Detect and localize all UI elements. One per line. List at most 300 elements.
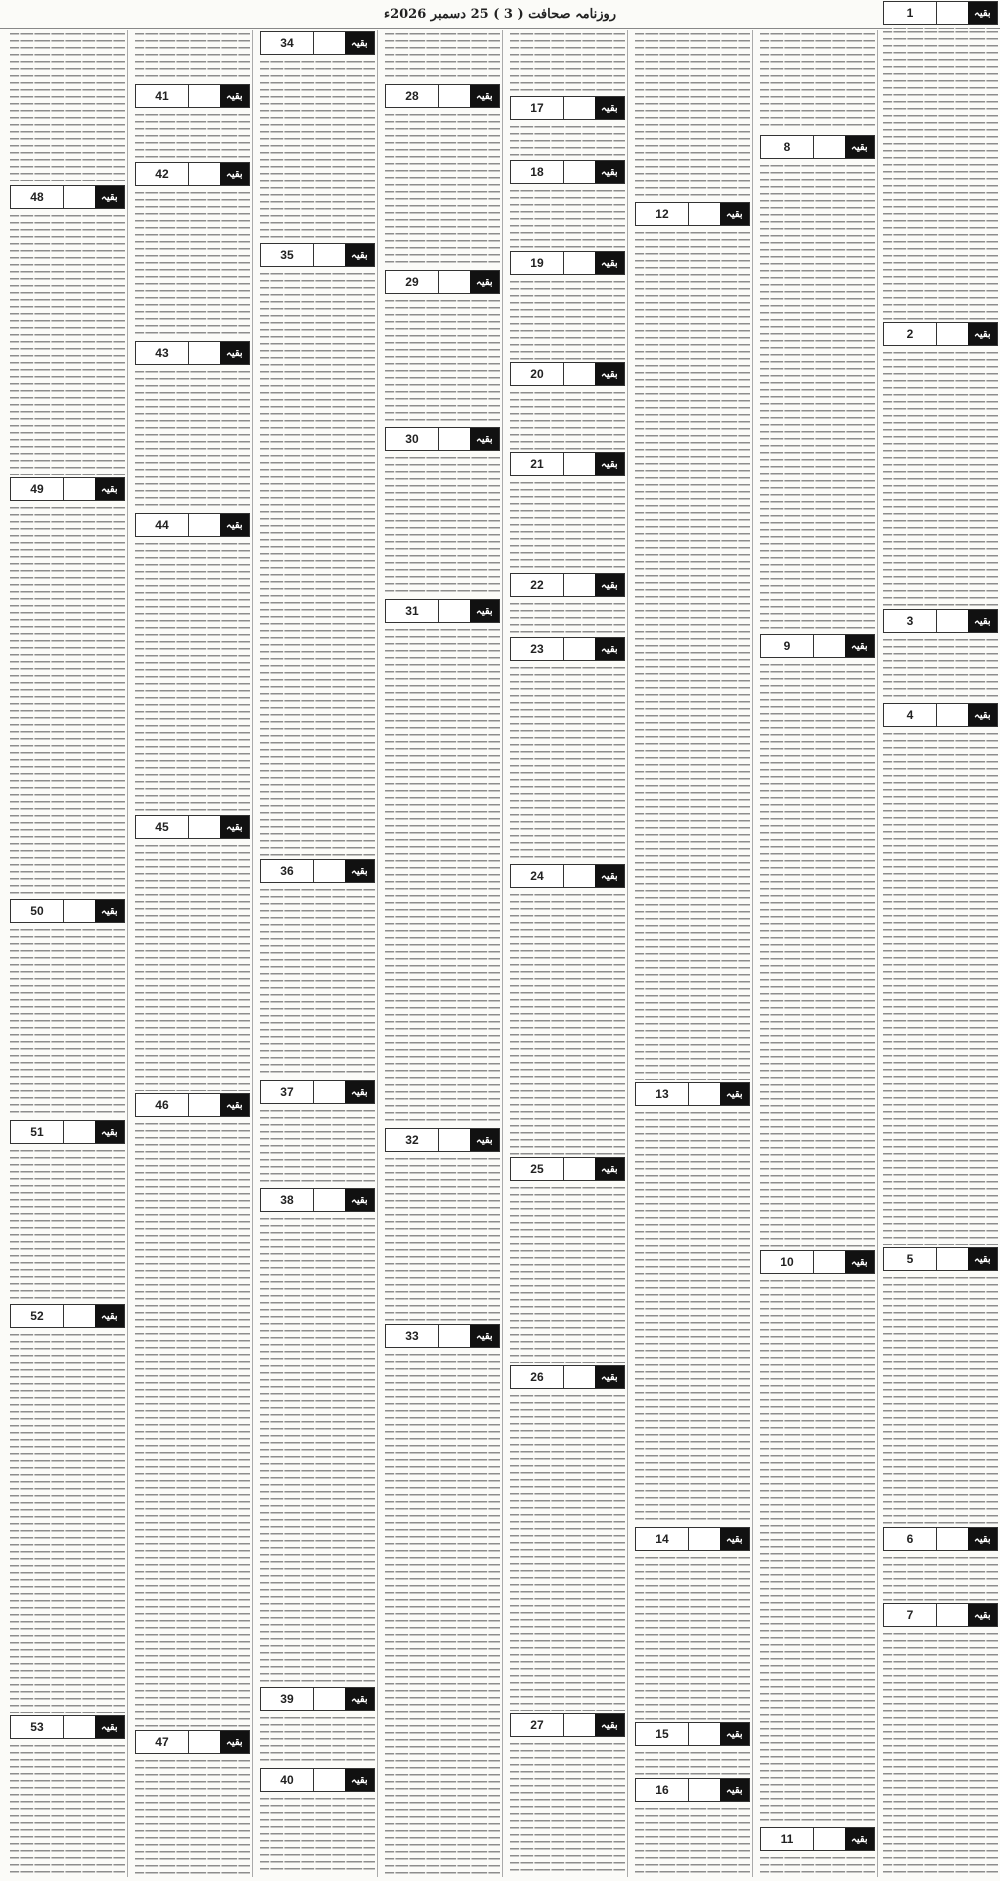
continuation-number: 2 [884, 323, 937, 345]
continuation-header [883, 1603, 998, 1627]
article-text [883, 1554, 998, 1601]
continuation-number: 37 [261, 1081, 314, 1103]
continuation-header [385, 270, 500, 294]
header-spacer [813, 136, 845, 158]
article-text [510, 1392, 625, 1711]
continuation-number: 31 [386, 600, 439, 622]
header-spacer [563, 363, 595, 385]
continuation-header [510, 573, 625, 597]
continuation-number: 1 [884, 2, 937, 24]
continuation-number: 13 [636, 1083, 689, 1105]
article-text [510, 123, 625, 158]
continuation-header [135, 341, 250, 365]
header-spacer [313, 1769, 345, 1791]
continuation-tag: بقیہ [595, 574, 624, 596]
column-3 [635, 30, 750, 1877]
continuation-tag: بقیہ [95, 478, 124, 500]
article-text [635, 1805, 750, 1875]
article-text [510, 664, 625, 862]
continuation-tag: بقیہ [220, 1094, 249, 1116]
continuation-block [10, 1715, 125, 1873]
continuation-tag: بقیہ [720, 1528, 749, 1550]
continuation-tag: بقیہ [95, 1121, 124, 1143]
continuation-number: 21 [511, 453, 564, 475]
article-text [883, 636, 998, 701]
article-text [510, 1184, 625, 1363]
continuation-number: 46 [136, 1094, 189, 1116]
continuation-header [135, 1093, 250, 1117]
continuation-header [385, 84, 500, 108]
continuation-number: 33 [386, 1325, 439, 1347]
article-text [135, 30, 250, 80]
continuation-tag: بقیہ [968, 704, 997, 726]
continuation-number: 5 [884, 1248, 937, 1270]
header-spacer [563, 97, 595, 119]
article-text [883, 349, 998, 607]
continuation-tag: بقیہ [968, 323, 997, 345]
header-spacer [313, 1189, 345, 1211]
continuation-tag: بقیہ [345, 32, 374, 54]
continuation-number: 25 [511, 1158, 564, 1180]
continuation-header [260, 1687, 375, 1711]
continuation-number: 49 [11, 478, 64, 500]
continuation-header [135, 815, 250, 839]
header-spacer [563, 1158, 595, 1180]
continuation-header [510, 1157, 625, 1181]
continuation-tag: بقیہ [595, 252, 624, 274]
continuation-tag: بقیہ [595, 1158, 624, 1180]
continuation-block [10, 1120, 125, 1300]
article-text [135, 842, 250, 1091]
article-text [510, 389, 625, 450]
continuation-tag: بقیہ [220, 163, 249, 185]
header-spacer [563, 865, 595, 887]
header-spacer [563, 252, 595, 274]
header-spacer [936, 610, 968, 632]
column-divider [127, 30, 128, 1877]
header-spacer [563, 1366, 595, 1388]
header-spacer [563, 1714, 595, 1736]
continuation-tag: بقیہ [595, 97, 624, 119]
continuation-block [135, 513, 250, 811]
continuation-block [883, 703, 998, 1243]
article-text [10, 926, 125, 1118]
continuation-number: 10 [761, 1251, 814, 1273]
header-spacer [688, 1779, 720, 1801]
continuation-tag: بقیہ [220, 514, 249, 536]
continuation-header [510, 864, 625, 888]
continuation-tag: بقیہ [595, 1366, 624, 1388]
continuation-header [883, 1247, 998, 1271]
continuation-tag: بقیہ [968, 2, 997, 24]
continuation-header [10, 899, 125, 923]
continuation-number: 8 [761, 136, 814, 158]
header-spacer [313, 1081, 345, 1103]
continuation-number: 22 [511, 574, 564, 596]
continuation-tag: بقیہ [845, 136, 874, 158]
continuation-number: 6 [884, 1528, 937, 1550]
article-text [260, 1215, 375, 1685]
continuation-block [510, 1365, 625, 1709]
continuation-tag: بقیہ [595, 453, 624, 475]
continuation-header [635, 1527, 750, 1551]
continuation-number: 3 [884, 610, 937, 632]
continuation-header [883, 322, 998, 346]
continuation-header [260, 1080, 375, 1104]
article-text [260, 58, 375, 241]
continuation-tag: بقیہ [345, 1081, 374, 1103]
continuation-tag: بقیہ [220, 816, 249, 838]
header-spacer [63, 478, 95, 500]
continuation-block [385, 427, 500, 595]
continuation-header [135, 84, 250, 108]
continuation-number: 12 [636, 203, 689, 225]
continuation-number: 32 [386, 1129, 439, 1151]
continuation-block [510, 1713, 625, 1873]
article-text [385, 1155, 500, 1322]
continuation-block [760, 1827, 875, 1873]
header-spacer [688, 1528, 720, 1550]
continuation-block [510, 362, 625, 448]
continuation-header [635, 1082, 750, 1106]
article-text [135, 189, 250, 339]
continuation-header [135, 162, 250, 186]
continuation-tag: بقیہ [968, 1604, 997, 1626]
continuation-block [510, 452, 625, 569]
article-text [135, 1757, 250, 1875]
continuation-block [10, 899, 125, 1116]
continuation-number: 45 [136, 816, 189, 838]
continuation-number: 18 [511, 161, 564, 183]
continuation-block [510, 573, 625, 633]
continuation-tag: بقیہ [470, 271, 499, 293]
continuation-header [510, 96, 625, 120]
continuation-number: 30 [386, 428, 439, 450]
continuation-block [760, 634, 875, 1246]
column-2 [760, 30, 875, 1877]
continuation-number: 7 [884, 1604, 937, 1626]
continuation-tag: بقیہ [470, 1129, 499, 1151]
continuation-header [135, 513, 250, 537]
continuation-header [385, 1128, 500, 1152]
column-divider [627, 30, 628, 1877]
continuation-tag: بقیہ [95, 1305, 124, 1327]
article-text [135, 1120, 250, 1728]
article-text [510, 30, 625, 92]
continuation-block [260, 1080, 375, 1184]
article-text [385, 111, 500, 268]
continuation-block [135, 1093, 250, 1726]
article-text [10, 212, 125, 475]
column-7 [135, 30, 250, 1877]
article-text [385, 1351, 500, 1875]
continuation-block [635, 1722, 750, 1774]
article-text [510, 1740, 625, 1875]
header-spacer [438, 428, 470, 450]
header-spacer [563, 638, 595, 660]
continuation-tag: بقیہ [95, 900, 124, 922]
continuation-header [760, 1827, 875, 1851]
article-text [510, 187, 625, 249]
continuation-block [385, 1128, 500, 1320]
article-text [10, 1742, 125, 1875]
column-5 [385, 30, 500, 1877]
continuation-block [10, 185, 125, 473]
article-text [635, 1749, 750, 1776]
continuation-block [135, 84, 250, 158]
continuation-tag: بقیہ [345, 1189, 374, 1211]
article-text [883, 1274, 998, 1525]
continuation-header [260, 1768, 375, 1792]
continuation-number: 52 [11, 1305, 64, 1327]
continuation-header [760, 1250, 875, 1274]
continuation-number: 40 [261, 1769, 314, 1791]
header-spacer [438, 85, 470, 107]
continuation-header [510, 160, 625, 184]
continuation-tag: بقیہ [345, 1688, 374, 1710]
article-text [10, 1331, 125, 1713]
continuation-number: 15 [636, 1723, 689, 1745]
continuation-header [10, 477, 125, 501]
continuation-number: 35 [261, 244, 314, 266]
header-spacer [813, 635, 845, 657]
continuation-tag: بقیہ [595, 865, 624, 887]
article-text [260, 1795, 375, 1875]
continuation-block [10, 477, 125, 895]
header-spacer [813, 1251, 845, 1273]
continuation-header [510, 251, 625, 275]
continuation-block [635, 1778, 750, 1873]
continuation-number: 41 [136, 85, 189, 107]
header-spacer [188, 1731, 220, 1753]
article-text [635, 229, 750, 1080]
continuation-block [635, 1082, 750, 1523]
article-text [385, 626, 500, 1126]
header-spacer [313, 860, 345, 882]
column-4 [510, 30, 625, 1877]
continuation-header [135, 1730, 250, 1754]
continuation-number: 11 [761, 1828, 814, 1850]
continuation-header [510, 637, 625, 661]
continuation-header [385, 427, 500, 451]
continuation-tag: بقیہ [968, 1528, 997, 1550]
article-text [385, 454, 500, 597]
masthead [0, 0, 1000, 29]
continuation-number: 27 [511, 1714, 564, 1736]
continuation-tag: بقیہ [220, 85, 249, 107]
column-1 [883, 6, 998, 1877]
continuation-header [760, 634, 875, 658]
header-spacer [688, 1723, 720, 1745]
continuation-number: 26 [511, 1366, 564, 1388]
continuation-block [135, 815, 250, 1089]
continuation-block [385, 1324, 500, 1873]
header-spacer [936, 1604, 968, 1626]
continuation-block [260, 1188, 375, 1683]
continuation-tag: بقیہ [595, 1714, 624, 1736]
header-spacer [313, 32, 345, 54]
continuation-block [135, 1730, 250, 1873]
continuation-number: 47 [136, 1731, 189, 1753]
continuation-header [10, 1715, 125, 1739]
article-text [635, 1109, 750, 1525]
article-text [760, 1277, 875, 1825]
article-text [760, 661, 875, 1248]
continuation-tag: بقیہ [968, 610, 997, 632]
continuation-number: 53 [11, 1716, 64, 1738]
header-spacer [188, 1094, 220, 1116]
continuation-number: 9 [761, 635, 814, 657]
column-divider [377, 30, 378, 1877]
continuation-number: 42 [136, 163, 189, 185]
continuation-number: 39 [261, 1688, 314, 1710]
continuation-header [510, 452, 625, 476]
continuation-header [760, 135, 875, 159]
continuation-tag: بقیہ [345, 1769, 374, 1791]
continuation-block [385, 599, 500, 1124]
continuation-header [635, 1722, 750, 1746]
continuation-block [510, 96, 625, 156]
article-text [760, 162, 875, 632]
header-spacer [688, 203, 720, 225]
article-text [10, 504, 125, 897]
header-spacer [936, 2, 968, 24]
continuation-number: 23 [511, 638, 564, 660]
article-text [510, 891, 625, 1155]
continuation-number: 14 [636, 1528, 689, 1550]
header-spacer [188, 163, 220, 185]
continuation-tag: بقیہ [720, 1779, 749, 1801]
continuation-header [260, 243, 375, 267]
continuation-block [260, 859, 375, 1076]
article-text [510, 278, 625, 360]
continuation-header [883, 609, 998, 633]
masthead-title: روزنامہ صحافت ( 3 ) 25 دسمبر 2026ء [383, 6, 617, 22]
continuation-tag: بقیہ [720, 203, 749, 225]
continuation-block [883, 1527, 998, 1599]
header-spacer [188, 85, 220, 107]
continuation-header [883, 1527, 998, 1551]
continuation-tag: بقیہ [345, 860, 374, 882]
article-text [260, 1107, 375, 1186]
article-text [10, 1147, 125, 1302]
continuation-number: 34 [261, 32, 314, 54]
continuation-block [260, 1687, 375, 1764]
continuation-tag: بقیہ [345, 244, 374, 266]
continuation-block [260, 243, 375, 855]
article-text [883, 1630, 998, 1875]
article-text [635, 30, 750, 198]
article-text [260, 270, 375, 857]
continuation-header [385, 599, 500, 623]
continuation-block [635, 1527, 750, 1718]
article-text [883, 28, 998, 320]
header-spacer [438, 1325, 470, 1347]
continuation-tag: بقیہ [845, 635, 874, 657]
continuation-tag: بقیہ [95, 1716, 124, 1738]
header-spacer [563, 453, 595, 475]
continuation-block [135, 341, 250, 509]
continuation-header [510, 1365, 625, 1389]
column-divider [502, 30, 503, 1877]
continuation-header [510, 362, 625, 386]
continuation-number: 51 [11, 1121, 64, 1143]
continuation-header [883, 1, 998, 25]
continuation-block [760, 135, 875, 630]
header-spacer [438, 271, 470, 293]
header-spacer [936, 1248, 968, 1270]
continuation-block [260, 31, 375, 239]
article-text [135, 540, 250, 813]
header-spacer [313, 1688, 345, 1710]
header-spacer [313, 244, 345, 266]
header-spacer [188, 342, 220, 364]
continuation-number: 50 [11, 900, 64, 922]
continuation-number: 28 [386, 85, 439, 107]
continuation-tag: بقیہ [470, 1325, 499, 1347]
continuation-header [10, 185, 125, 209]
continuation-tag: بقیہ [470, 85, 499, 107]
continuation-number: 24 [511, 865, 564, 887]
article-text [10, 30, 125, 181]
continuation-header [385, 1324, 500, 1348]
continuation-tag: بقیہ [845, 1828, 874, 1850]
article-text [510, 479, 625, 571]
continuation-block [883, 609, 998, 699]
continuation-number: 36 [261, 860, 314, 882]
continuation-block [10, 1304, 125, 1711]
continuation-block [510, 864, 625, 1153]
continuation-block [883, 322, 998, 605]
column-divider [252, 30, 253, 1877]
header-spacer [438, 1129, 470, 1151]
continuation-tag: بقیہ [595, 363, 624, 385]
article-text [883, 730, 998, 1245]
continuation-block [510, 1157, 625, 1361]
continuation-number: 20 [511, 363, 564, 385]
continuation-header [635, 1778, 750, 1802]
header-spacer [63, 900, 95, 922]
continuation-number: 38 [261, 1189, 314, 1211]
header-spacer [188, 514, 220, 536]
continuation-block [883, 1, 998, 318]
header-spacer [936, 323, 968, 345]
continuation-header [260, 1188, 375, 1212]
header-spacer [563, 161, 595, 183]
continuation-block [135, 162, 250, 337]
continuation-block [635, 202, 750, 1078]
article-text [385, 30, 500, 80]
continuation-block [883, 1247, 998, 1523]
continuation-tag: بقیہ [720, 1723, 749, 1745]
continuation-block [510, 251, 625, 358]
article-text [635, 1554, 750, 1720]
column-divider [877, 30, 878, 1877]
header-spacer [936, 1528, 968, 1550]
continuation-block [260, 1768, 375, 1873]
continuation-tag: بقیہ [470, 600, 499, 622]
article-text [760, 30, 875, 131]
continuation-number: 16 [636, 1779, 689, 1801]
continuation-header [883, 703, 998, 727]
continuation-block [883, 1603, 998, 1873]
continuation-tag: بقیہ [95, 186, 124, 208]
continuation-block [510, 637, 625, 860]
continuation-tag: بقیہ [595, 638, 624, 660]
continuation-header [10, 1304, 125, 1328]
continuation-number: 29 [386, 271, 439, 293]
continuation-number: 19 [511, 252, 564, 274]
